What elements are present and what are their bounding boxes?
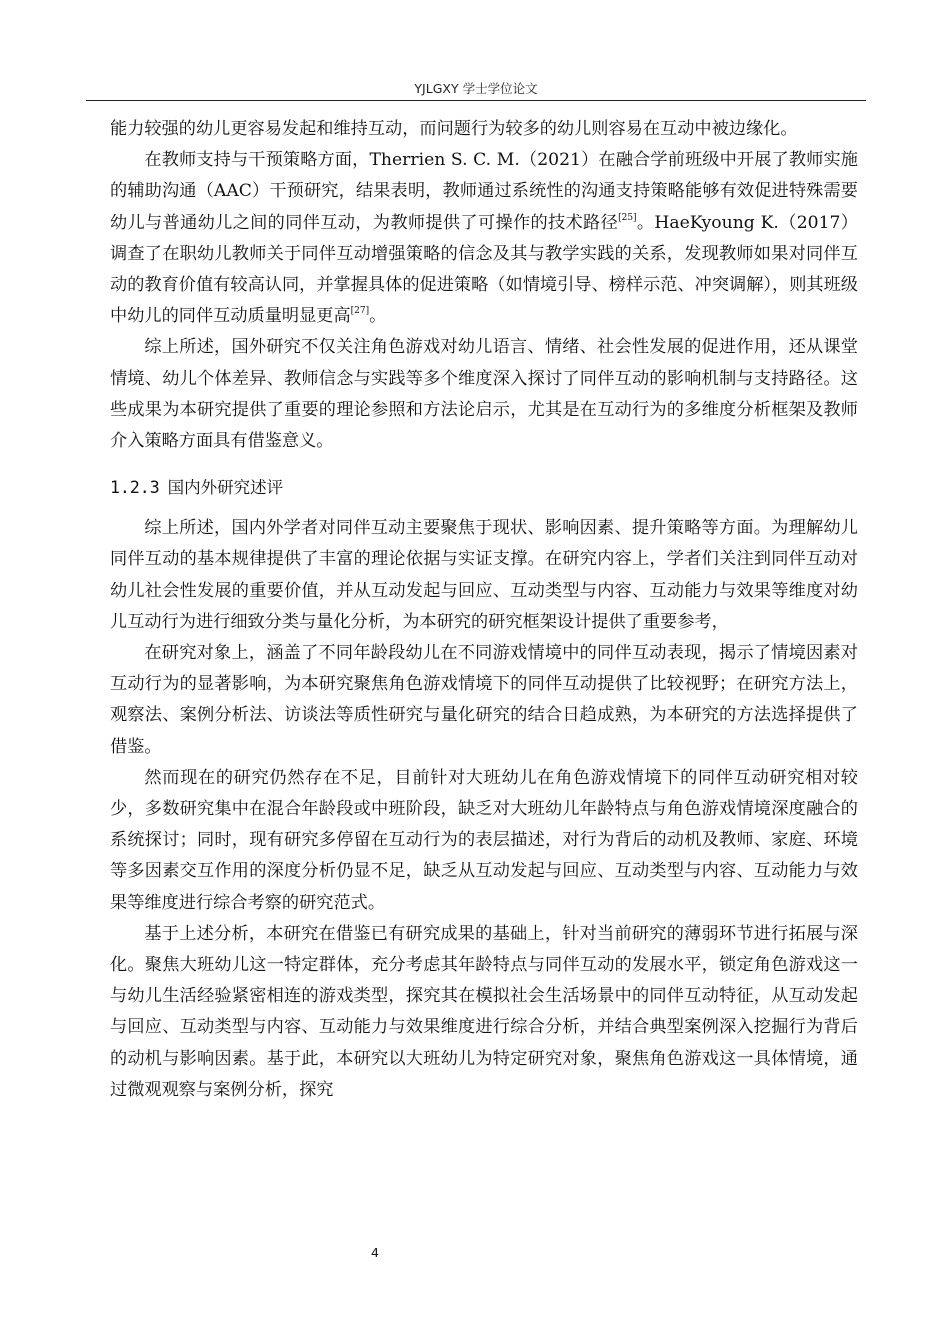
paragraph-5: 在研究对象上，涵盖了不同年龄段幼儿在不同游戏情境中的同伴互动表现，揭示了情境因素对互动行为的显著影响，为本研究聚焦角色游戏情境下的同伴互动提供了比较视野；在研究方法上，观察法、案例分析法、访谈法等质性研究与量化研究的结合日趋成熟，为本研究的方法选择提供了借鉴。 [110,643,858,757]
section-heading [110,474,858,501]
paragraph-2-text-b: 。HaeKyoung K.（2017）调查了在职幼儿教师关于同伴互动增强策略的信念及其与教学实践的关系，发现教师如果对同伴互动的教育价值有较高认同，并掌握具体的促进策略（如情境引导、榜样示范、冲突调解），则其班级中幼儿的同伴互动质量明显更高 [110,212,858,327]
paragraph-4: 综上所述，国内外学者对同伴互动主要聚焦于现状、影响因素、提升策略等方面。为理解幼儿同伴互动的基本规律提供了丰富的理论依据与实证支撑。在研究内容上，学者们关注到同伴互动对幼儿社会性发展的重要价值，并从互动发起与回应、互动类型与内容、互动能力与效果等维度对幼儿互动行为进行细致分类与量化分析，为本研究的研究框架设计提供了重要参考， [110,518,858,632]
paragraph-2-text-a: 在教师支持与干预策略方面，Therrien S. C. M.（2021）在融合学前班级中开展了教师实施的辅助沟通（AAC）干预研究，结果表明，教师通过系统性的沟通支持策略能够有效促进特殊需要幼儿与普通幼儿之间的同伴互动，为教师提供了可操作的技术路径 [110,150,858,233]
section-title: 国内外研究述评 [167,478,284,498]
citation-27: [27] [350,306,370,317]
citation-25: [25] [618,212,637,223]
page-number: 4 [371,1245,379,1260]
section-number: 1.2.3 [110,478,160,498]
main-content [110,114,858,1106]
paragraph-3: 综上所述，国外研究不仅关注角色游戏对幼儿语言、情绪、社会性发展的促进作用，还从课堂情境、幼儿个体差异、教师信念与实践等多个维度深入探讨了同伴互动的影响机制与支持路径。这些成果为本研究提供了重要的理论参照和方法论启示，尤其是在互动行为的多维度分析框架及教师介入策略方面具有借鉴意义。 [110,337,858,452]
page-header-title: YJLGXY 学士学位论文 [414,81,538,96]
paragraph-7: 基于上述分析，本研究在借鉴已有研究成果的基础上，针对当前研究的薄弱环节进行拓展与深化。聚焦大班幼儿这一特定群体，充分考虑其年龄特点与同伴互动的发展水平，锁定角色游戏这一与幼儿生活经验紧密相连的游戏类型，探究其在模拟社会生活场景中的同伴互动特征，从互动发起与回应、互动类型与内容、互动能力与效果维度进行综合分析，并结合典型案例深入挖掘行为背后的动机与影响因素。基于此，本研究以大班幼儿为特定研究对象，聚焦角色游戏这一具体情境，通过微观观察与案例分析，探究 [110,923,858,1100]
paragraph-2-text-c: 。 [369,306,387,327]
paragraph-6: 然而现在的研究仍然存在不足，目前针对大班幼儿在角色游戏情境下的同伴互动研究相对较少，多数研究集中在混合年龄段或中班阶段，缺乏对大班幼儿年龄特点与角色游戏情境深度融合的系统探讨；同时，现有研究多停留在互动行为的表层描述，对行为背后的动机及教师、家庭、环境等多因素交互作用的深度分析仍显不足，缺乏从互动发起与回应、互动类型与内容、互动能力与效果等维度进行综合考察的研究范式。 [110,767,858,913]
header-divider [86,100,866,101]
paragraph-2 [110,145,858,332]
paragraph-1: 能力较强的幼儿更容易发起和维持互动，而问题行为较多的幼儿则容易在互动中被边缘化。 [110,119,798,139]
